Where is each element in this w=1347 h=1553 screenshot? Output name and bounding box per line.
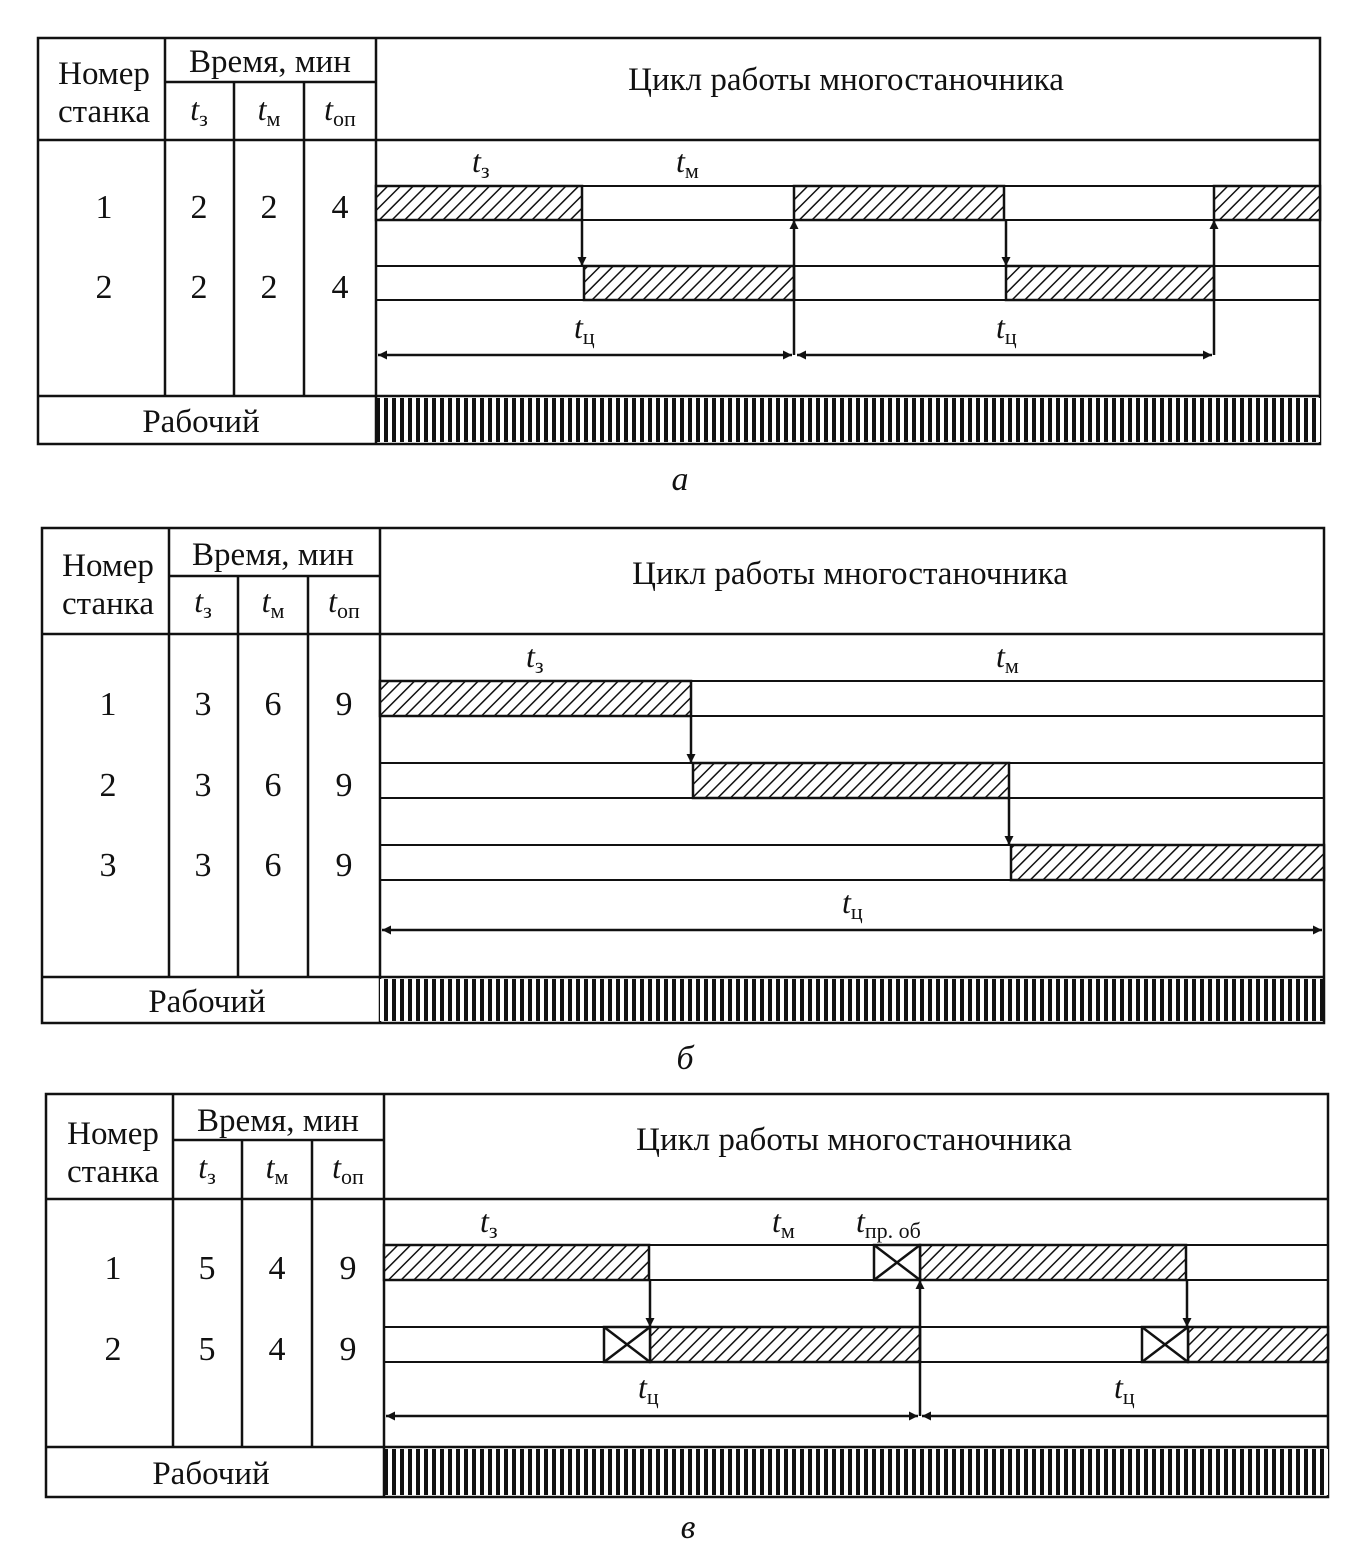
header-col-top: tоп (324, 91, 356, 131)
load-bar (1006, 266, 1214, 300)
label-tz: tз (526, 638, 544, 678)
machine-number: 1 (104, 1250, 122, 1287)
label-tpr-ob: tпр. об (856, 1203, 921, 1243)
worker-label: Рабочий (142, 404, 260, 440)
panel-caption: а (671, 461, 689, 498)
load-bar (584, 266, 794, 300)
cell-tm: 6 (264, 847, 282, 884)
machine-number: 1 (95, 189, 113, 226)
header-machine-no-line1: Номер (58, 56, 150, 92)
label-tm: tм (676, 143, 699, 183)
idle-box (604, 1327, 650, 1362)
machine-number: 1 (99, 686, 117, 723)
panel-a (38, 38, 1320, 444)
cell-tz: 3 (194, 767, 212, 804)
load-bar (1011, 845, 1324, 880)
header-col-tm: tм (257, 91, 281, 131)
header-machine-no-line1: Номер (62, 548, 154, 584)
header-col-tm: tм (261, 583, 285, 623)
cell-top: 9 (335, 767, 353, 804)
load-bar (376, 186, 582, 220)
idle-box (874, 1245, 920, 1280)
load-bar (1214, 186, 1320, 220)
load-bar (384, 1245, 649, 1280)
cycle-title: Цикл работы многостаночника (628, 62, 1064, 98)
load-bar (650, 1327, 920, 1362)
label-tm: tм (772, 1203, 795, 1243)
label-tz: tз (480, 1203, 498, 1243)
cell-tz: 3 (194, 686, 212, 723)
panel-a-frame (38, 38, 1320, 444)
cell-top: 9 (339, 1331, 357, 1368)
header-machine-no-line2: станка (67, 1154, 159, 1190)
cell-tz: 2 (190, 269, 208, 306)
cell-tz: 5 (198, 1331, 216, 1368)
worker-label: Рабочий (152, 1456, 270, 1492)
worker-bar (376, 398, 1320, 442)
cell-top: 9 (339, 1250, 357, 1287)
cell-tz: 3 (194, 847, 212, 884)
worker-bar (380, 979, 1324, 1021)
machine-number: 2 (95, 269, 113, 306)
header-time-group: Время, мин (189, 44, 351, 80)
header-col-tz: tз (194, 583, 212, 623)
cycle-title: Цикл работы многостаночника (632, 556, 1068, 592)
cell-tm: 6 (264, 686, 282, 723)
load-bar (693, 763, 1009, 798)
header-col-tz: tз (198, 1149, 216, 1189)
cell-tm: 2 (260, 269, 278, 306)
cell-tm: 4 (268, 1250, 286, 1287)
label-tc: tц (1114, 1369, 1135, 1409)
idle-box (1142, 1327, 1188, 1362)
cell-top: 4 (331, 189, 349, 226)
load-bar (920, 1245, 1186, 1280)
cell-top: 9 (335, 686, 353, 723)
header-col-top: tоп (332, 1149, 364, 1189)
label-tc: tц (574, 309, 595, 349)
machine-number: 3 (99, 847, 117, 884)
load-bar (794, 186, 1004, 220)
panel-b (42, 528, 1324, 1023)
cycle-title: Цикл работы многостаночника (636, 1122, 1072, 1158)
panel-caption: б (676, 1040, 694, 1077)
label-tc: tц (638, 1369, 659, 1409)
header-time-group: Время, мин (197, 1103, 359, 1139)
header-machine-no-line2: станка (58, 94, 150, 130)
worker-label: Рабочий (148, 984, 266, 1020)
panel-b-frame (42, 528, 1324, 1023)
header-machine-no-line2: станка (62, 586, 154, 622)
header-machine-no-line1: Номер (67, 1116, 159, 1152)
header-col-top: tоп (328, 583, 360, 623)
machine-number: 2 (99, 767, 117, 804)
header-col-tz: tз (190, 91, 208, 131)
label-tm: tм (996, 638, 1019, 678)
header-time-group: Время, мин (192, 537, 354, 573)
load-bar (1188, 1327, 1328, 1362)
panel-caption: в (680, 1509, 696, 1546)
machine-number: 2 (104, 1331, 122, 1368)
cell-tz: 5 (198, 1250, 216, 1287)
cell-top: 4 (331, 269, 349, 306)
cell-tz: 2 (190, 189, 208, 226)
label-tz: tз (472, 143, 490, 183)
label-tc: tц (842, 884, 863, 924)
label-tc: tц (996, 309, 1017, 349)
cell-tm: 4 (268, 1331, 286, 1368)
header-col-tm: tм (265, 1149, 289, 1189)
cell-tm: 6 (264, 767, 282, 804)
load-bar (380, 681, 691, 716)
cell-top: 9 (335, 847, 353, 884)
cell-tm: 2 (260, 189, 278, 226)
worker-bar (384, 1449, 1328, 1495)
